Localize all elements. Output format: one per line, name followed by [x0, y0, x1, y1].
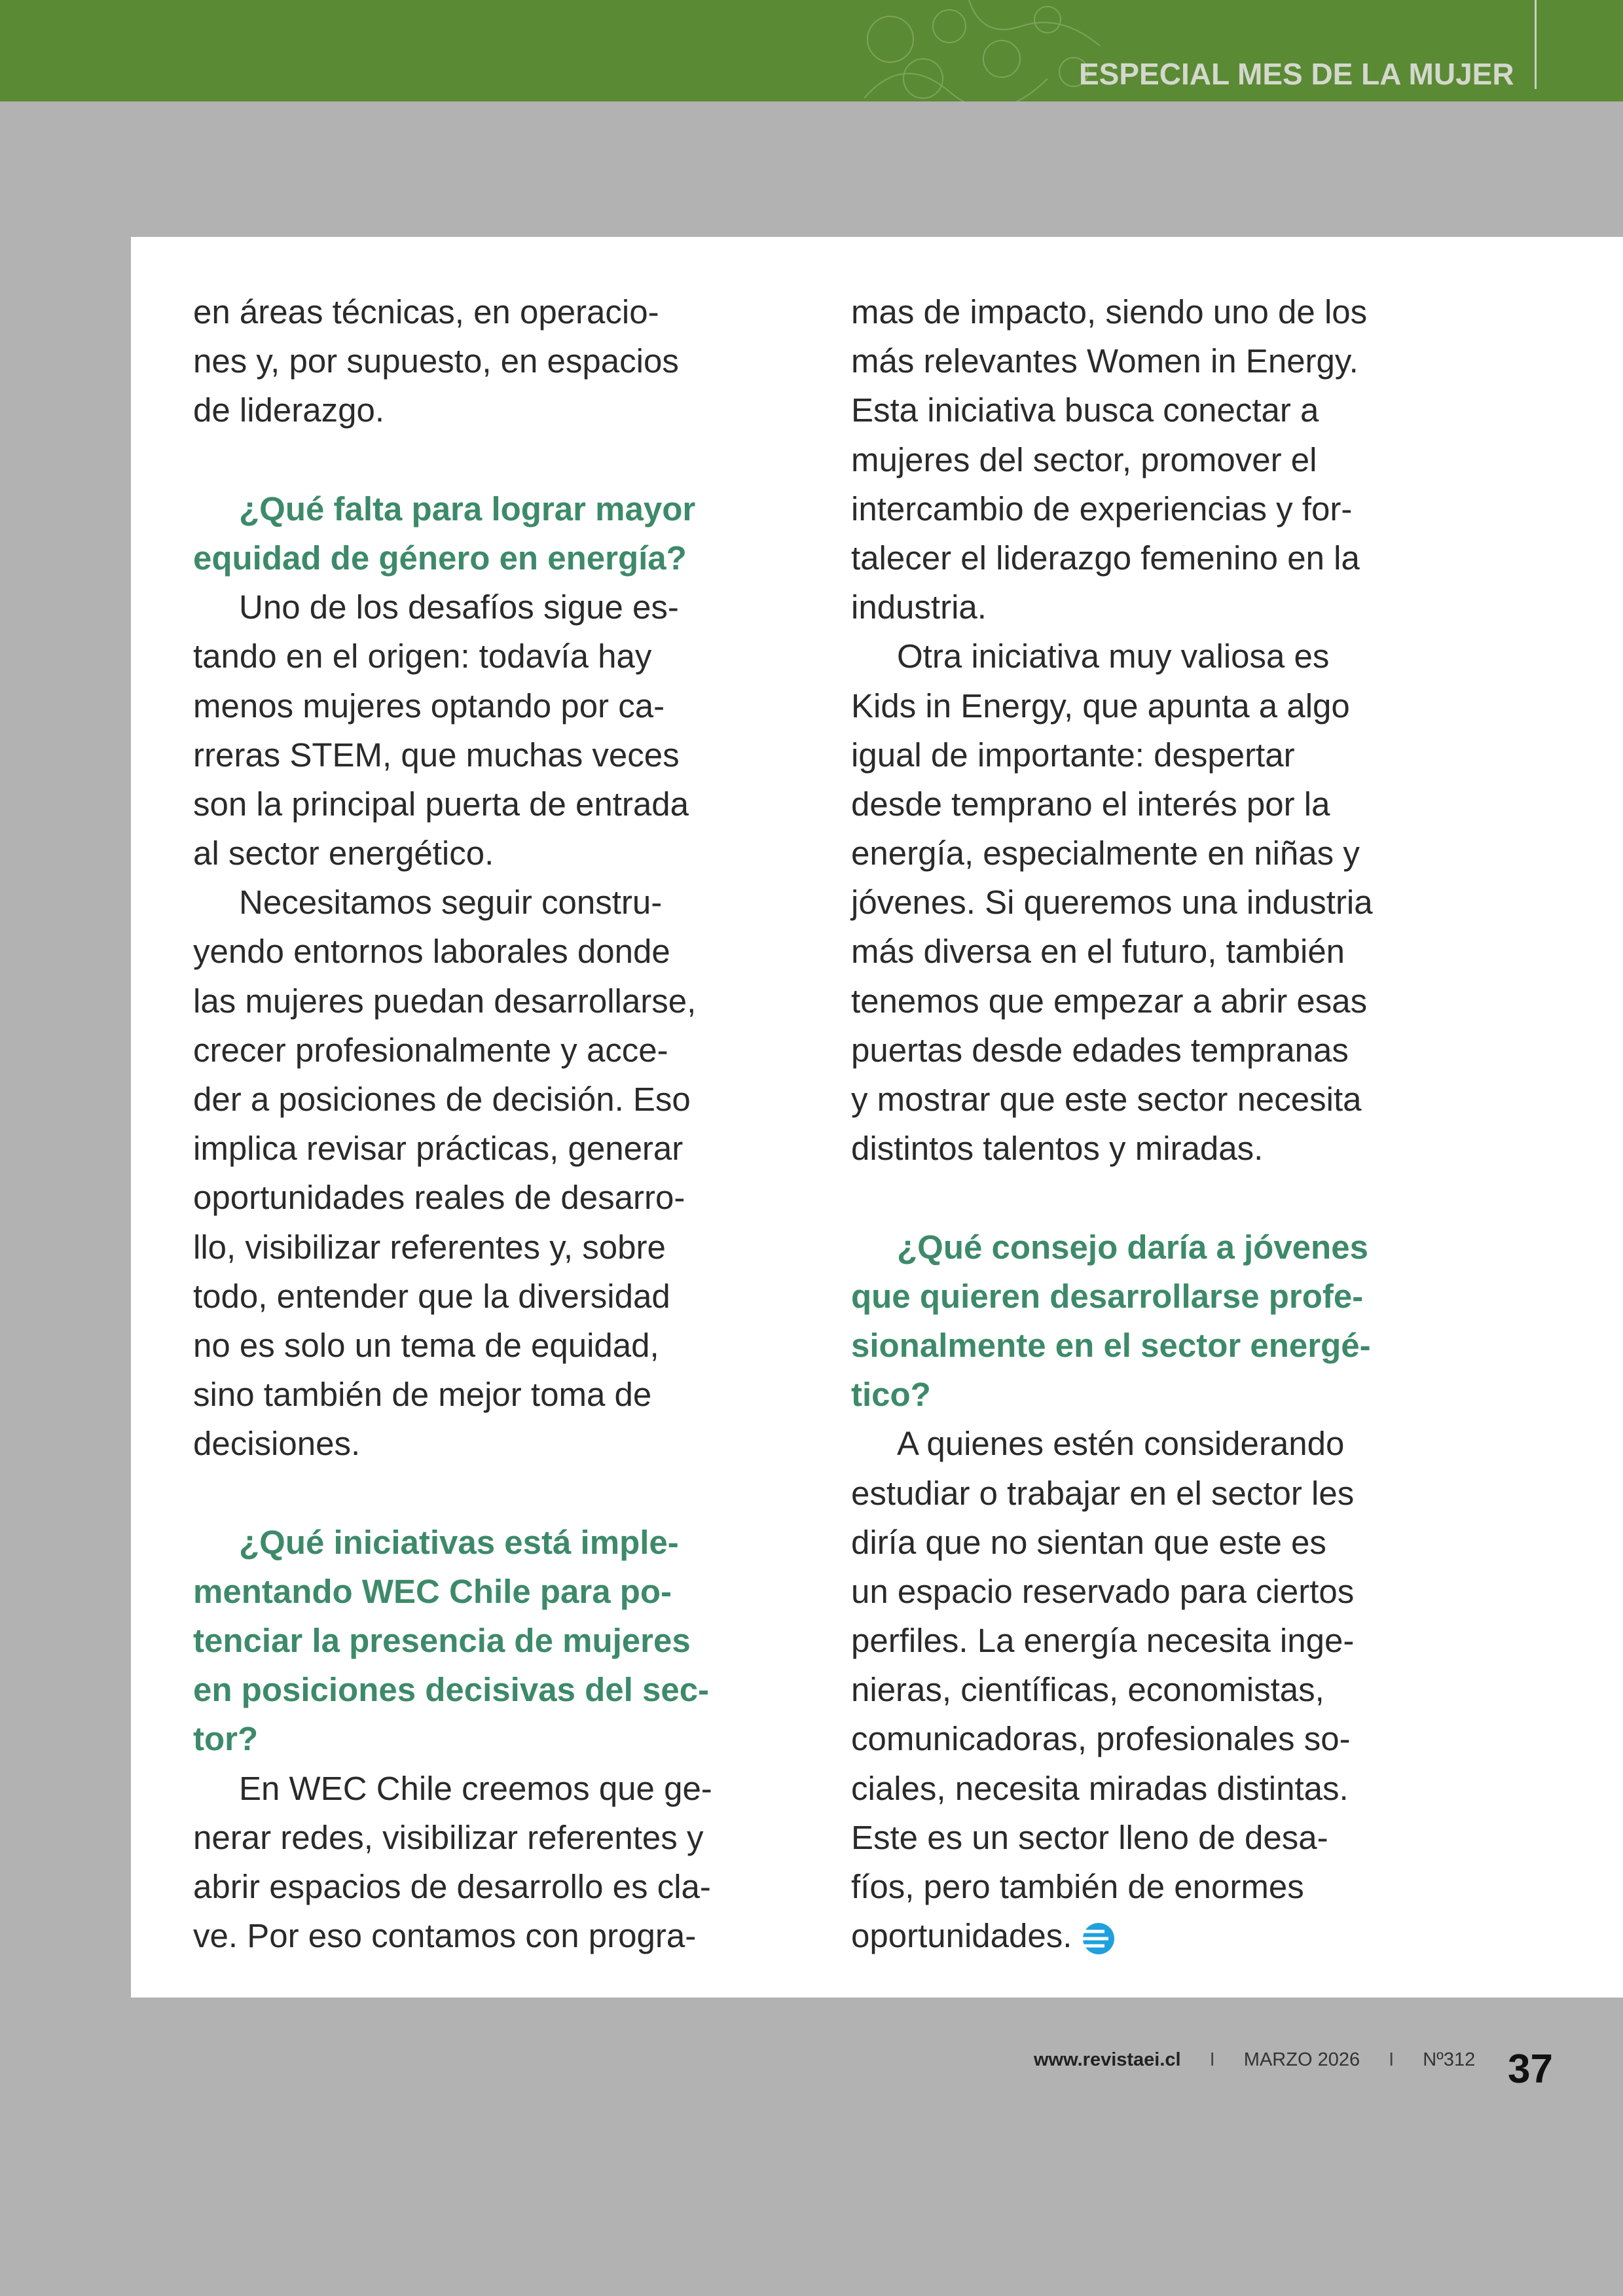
body-text-line: [193, 730, 822, 780]
line-text: no es solo un tema de equidad,: [193, 1326, 659, 1364]
body-text-line: [851, 1075, 1480, 1124]
footer-separator: I: [1209, 2049, 1215, 2070]
line-text: mujeres del sector, promover el: [851, 440, 1317, 478]
article-column-right: [851, 287, 1480, 1960]
body-text-line: [851, 336, 1480, 386]
paragraph-gap: [193, 1469, 822, 1518]
body-text-line: [851, 583, 1480, 632]
line-text: tor?: [193, 1720, 259, 1758]
body-text-line: [851, 1813, 1480, 1862]
body-text-line: [851, 1419, 1480, 1468]
line-text: der a posiciones de decisión. Eso: [193, 1081, 691, 1118]
body-text-line: [193, 1764, 822, 1813]
line-text: perfiles. La energía necesita inge-: [851, 1622, 1355, 1660]
article-column-left: [193, 287, 822, 1960]
line-text: yendo entornos laborales donde: [193, 933, 670, 971]
line-text: tico?: [851, 1376, 931, 1414]
line-text: decisiones.: [193, 1425, 361, 1463]
magazine-logo-end-icon: [1081, 1921, 1116, 1956]
body-text-line: [851, 1124, 1480, 1173]
line-text: A quienes estén considerando: [897, 1425, 1345, 1463]
line-text: oportunidades reales de desarro-: [193, 1179, 685, 1217]
page-number: 37: [1508, 2047, 1553, 2092]
line-text: igual de importante: despertar: [851, 736, 1295, 774]
body-text-line: [851, 632, 1480, 681]
body-text-line: [851, 681, 1480, 730]
body-text-line: [851, 435, 1480, 484]
line-text: ve. Por eso contamos con progra-: [193, 1917, 697, 1955]
line-text: de liderazgo.: [193, 391, 385, 429]
line-text: oportunidades.: [851, 1917, 1072, 1955]
body-text-line: [193, 1075, 822, 1124]
line-text: sino también de mejor toma de: [193, 1376, 652, 1414]
line-text: un espacio reservado para ciertos: [851, 1572, 1355, 1610]
paragraph-gap: [851, 1173, 1480, 1222]
line-text: ¿Qué falta para lograr mayor: [239, 490, 696, 528]
body-text-line: [193, 1124, 822, 1173]
body-text-line: [851, 780, 1480, 829]
line-text: industria.: [851, 588, 987, 626]
body-text-line: [851, 287, 1480, 336]
question-heading-line: [851, 1223, 1480, 1272]
line-text: tando en el origen: todavía hay: [193, 637, 652, 675]
body-text-line: [851, 1469, 1480, 1518]
line-text: menos mujeres optando por ca-: [193, 687, 665, 725]
line-text: tenemos que empezar a abrir esas: [851, 982, 1368, 1020]
line-text: sionalmente en el sector energé-: [851, 1326, 1371, 1364]
line-text: Esta iniciativa busca conectar a: [851, 391, 1319, 429]
body-text-line: [193, 780, 822, 829]
body-text-line: [193, 632, 822, 681]
line-text: todo, entender que la diversidad: [193, 1277, 670, 1315]
line-text: Otra iniciativa muy valiosa es: [897, 637, 1330, 675]
question-heading-line: [193, 484, 822, 533]
line-text: nes y, por supuesto, en espacios: [193, 342, 679, 380]
body-text-line: [193, 1370, 822, 1419]
body-text-line: [851, 927, 1480, 976]
line-text: nieras, científicas, economistas,: [851, 1671, 1324, 1709]
line-text: equidad de género en energía?: [193, 539, 687, 577]
line-text: abrir espacios de desarrollo es cla-: [193, 1868, 711, 1905]
question-heading-line: [193, 1665, 822, 1714]
body-text-line: [851, 730, 1480, 780]
body-text-line: [193, 386, 822, 435]
body-text-line: [851, 1518, 1480, 1567]
body-text-line: [193, 1419, 822, 1468]
line-text: en áreas técnicas, en operacio-: [193, 293, 659, 331]
line-text: diría que no sientan que este es: [851, 1523, 1326, 1561]
body-text-line: [193, 878, 822, 927]
line-text: En WEC Chile creemos que ge-: [239, 1769, 712, 1807]
line-text: las mujeres puedan desarrollarse,: [193, 982, 697, 1020]
body-text-line: [851, 1567, 1480, 1616]
line-text: Necesitamos seguir constru-: [239, 884, 663, 922]
line-text: más relevantes Women in Energy.: [851, 342, 1359, 380]
body-text-line: [193, 681, 822, 730]
line-text: Uno de los desafíos sigue es-: [239, 588, 679, 626]
body-text-line: [851, 1764, 1480, 1813]
line-text: ciales, necesita miradas distintas.: [851, 1769, 1349, 1807]
question-heading-line: [193, 1518, 822, 1567]
line-text: energía, especialmente en niñas y: [851, 834, 1360, 872]
body-text-line: [851, 829, 1480, 878]
line-text: talecer el liderazgo femenino en la: [851, 539, 1360, 577]
body-text-line: [193, 829, 822, 878]
line-text: rreras STEM, que muchas veces: [193, 736, 680, 774]
issue-date: MARZO 2026: [1243, 2049, 1360, 2070]
line-text: ¿Qué iniciativas está imple-: [239, 1523, 679, 1561]
body-text-line: [193, 1026, 822, 1075]
question-heading-line: [193, 1567, 822, 1616]
line-text: comunicadoras, profesionales so-: [851, 1720, 1351, 1758]
body-text-line: [851, 977, 1480, 1026]
body-text-line: [193, 287, 822, 336]
line-text: en posiciones decisivas del sec-: [193, 1671, 710, 1709]
line-text: nerar redes, visibilizar referentes y: [193, 1818, 704, 1856]
line-text: mas de impacto, siendo uno de los: [851, 293, 1368, 331]
body-text-line: [851, 878, 1480, 927]
body-text-line: [851, 484, 1480, 533]
body-text-line: [851, 386, 1480, 435]
line-text: llo, visibilizar referentes y, sobre: [193, 1228, 666, 1266]
body-text-line: [851, 1026, 1480, 1075]
body-text-line: [851, 1616, 1480, 1665]
line-text: desde temprano el interés por la: [851, 785, 1330, 823]
section-title: ESPECIAL MES DE LA MUJER: [1079, 57, 1514, 91]
line-text: distintos talentos y miradas.: [851, 1130, 1264, 1168]
line-text: estudiar o trabajar en el sector les: [851, 1474, 1355, 1512]
question-heading-line: [851, 1272, 1480, 1321]
body-text-line: [193, 1272, 822, 1321]
page-footer: [1034, 2049, 1475, 2071]
line-text: son la principal puerta de entrada: [193, 785, 689, 823]
footer-separator: I: [1389, 2049, 1395, 2070]
line-text: al sector energético.: [193, 834, 494, 872]
question-heading-line: [851, 1370, 1480, 1419]
issue-number: Nº312: [1423, 2049, 1476, 2070]
body-text-line: [193, 336, 822, 386]
paragraph-gap: [193, 435, 822, 484]
body-text-line: [193, 583, 822, 632]
line-text: que quieren desarrollarse profe-: [851, 1277, 1364, 1315]
body-text-line: [193, 1911, 822, 1960]
body-text-line: [851, 1911, 1480, 1960]
line-text: intercambio de experiencias y for-: [851, 490, 1353, 528]
body-text-line: [851, 533, 1480, 583]
body-text-line: [193, 1173, 822, 1222]
body-text-line: [851, 1714, 1480, 1763]
line-text: y mostrar que este sector necesita: [851, 1081, 1362, 1118]
body-text-line: [193, 1862, 822, 1911]
question-heading-line: [193, 1714, 822, 1763]
line-text: crecer profesionalmente y acce-: [193, 1031, 668, 1069]
line-text: mentando WEC Chile para po-: [193, 1572, 672, 1610]
body-text-line: [193, 1813, 822, 1862]
question-heading-line: [193, 533, 822, 583]
line-text: más diversa en el futuro, también: [851, 933, 1345, 971]
line-text: implica revisar prácticas, generar: [193, 1130, 684, 1168]
line-text: tenciar la presencia de mujeres: [193, 1622, 691, 1660]
body-text-line: [193, 1321, 822, 1370]
body-text-line: [193, 1223, 822, 1272]
line-text: ¿Qué consejo daría a jóvenes: [897, 1228, 1368, 1266]
body-text-line: [193, 977, 822, 1026]
line-text: jóvenes. Si queremos una industria: [851, 884, 1373, 922]
question-heading-line: [193, 1616, 822, 1665]
body-text-line: [851, 1665, 1480, 1714]
website-link[interactable]: www.revistaei.cl: [1034, 2049, 1181, 2070]
section-header-band: [0, 0, 1623, 101]
body-text-line: [193, 927, 822, 976]
line-text: Este es un sector lleno de desa-: [851, 1818, 1328, 1856]
header-divider: [1535, 0, 1537, 89]
question-heading-line: [851, 1321, 1480, 1370]
line-text: fíos, pero también de enormes: [851, 1868, 1304, 1905]
body-text-line: [851, 1862, 1480, 1911]
line-text: Kids in Energy, que apunta a algo: [851, 687, 1350, 725]
line-text: puertas desde edades tempranas: [851, 1031, 1349, 1069]
